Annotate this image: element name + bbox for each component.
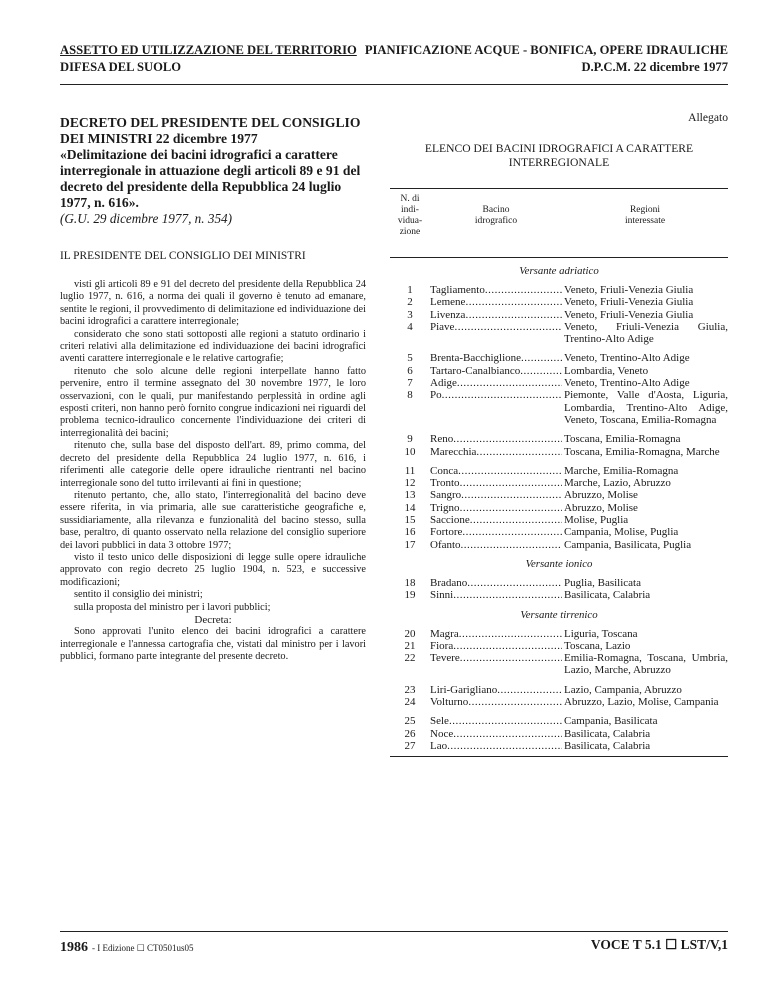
- basin-name: Bradano: [430, 576, 468, 589]
- basin-name: Tartaro-Canalbianco: [430, 364, 521, 377]
- basin-name: Saccione: [430, 514, 470, 527]
- leader-dots: [485, 284, 562, 296]
- decree-title-line1: DECRETO DEL PRESIDENTE DEL CONSIGLIO DEI MINISTRI 22 dicembre 1977: [60, 115, 361, 146]
- basin-number: 9: [407, 433, 413, 446]
- leader-dots: [497, 684, 562, 696]
- gazette-reference: (G.U. 29 dicembre 1977, n. 354): [60, 211, 233, 226]
- basin-cell: [430, 446, 562, 458]
- basin-number: 10: [404, 445, 416, 458]
- basin-number: 22: [404, 652, 416, 665]
- basin-number: 21: [404, 639, 416, 652]
- basin-cell: [430, 589, 562, 601]
- table-row: [390, 309, 728, 321]
- basin-cell: [430, 377, 562, 389]
- header-topic: PIANIFICAZIONE ACQUE - BONIFICA, OPERE IDRAULICHE: [364, 43, 728, 57]
- basin-name: Adige: [430, 377, 457, 390]
- decree-paragraph: considerato che sono stati sottoposti alle regioni a statuto ordinario i criteri relativi alla delimitazione ed individuazione dei bacini idrografici aventi carattere interregionale e le relative cartografie;: [60, 328, 366, 365]
- versante-heading: Versante tirrenico: [520, 608, 598, 621]
- column-header-number: N. di indi- vidua- zione: [397, 194, 423, 237]
- basin-regions: Basilicata, Calabria: [564, 589, 651, 602]
- leader-dots: [460, 502, 562, 514]
- table-row: [390, 715, 728, 727]
- basin-name: Sangro: [430, 489, 462, 502]
- annex-label: Allegato: [688, 111, 728, 124]
- leader-dots: [454, 321, 562, 346]
- table-row: [390, 352, 728, 364]
- table-row: [390, 526, 728, 538]
- leader-dots: [465, 296, 562, 308]
- basin-regions: Veneto, Friuli-Venezia Giulia: [564, 296, 694, 309]
- basin-cell: [430, 502, 562, 514]
- decree-paragraph: ritenuto che solo alcune delle regioni interpellate hanno fatto pervenire, entro il termine assegnato del 30 novembre 1977, le loro osservazioni, con le quali, pur manifestando perplessità in ordine agli esposti criteri, non hanno però fornito congrue indicazioni nei riguardi del problema tecnico-idraulico concernente l'individuazione dei criteri di interregionalità dei bacini;: [60, 365, 366, 439]
- basin-name: Fiora: [430, 639, 454, 652]
- basin-regions: Veneto, Friuli-Venezia Giulia: [564, 308, 694, 321]
- basin-cell: [430, 628, 562, 640]
- table-row: [390, 477, 728, 489]
- basin-cell: [430, 684, 562, 696]
- basin-name: Lemene: [430, 296, 466, 309]
- basin-regions: Campania, Basilicata, Puglia: [564, 538, 692, 551]
- basin-number: 25: [404, 715, 416, 728]
- basin-number: 24: [404, 696, 416, 709]
- basin-name: Conca: [430, 464, 459, 477]
- decreta-heading: Decreta:: [194, 613, 232, 626]
- leader-dots: [453, 728, 562, 740]
- table-row: [390, 377, 728, 389]
- basin-number: 15: [404, 514, 416, 527]
- basin-cell: [430, 740, 562, 752]
- table-row: [390, 284, 728, 296]
- basin-regions: Abruzzo, Molise: [564, 501, 638, 514]
- leader-dots: [468, 696, 562, 708]
- leader-dots: [459, 628, 562, 640]
- basin-cell: [430, 433, 562, 445]
- table-row: [390, 589, 728, 601]
- decree-issuer: IL PRESIDENTE DEL CONSIGLIO DEI MINISTRI: [60, 250, 306, 262]
- leader-dots: [520, 365, 562, 377]
- basin-regions: Emilia-Romagna, Toscana, Umbria, Lazio, Marche, Abruzzo: [564, 652, 728, 677]
- basin-number: 18: [404, 576, 416, 589]
- basin-name: Lao: [430, 739, 448, 752]
- leader-dots: [521, 352, 562, 364]
- basin-regions: Campania, Basilicata: [564, 715, 658, 728]
- basin-name: Trigno: [430, 501, 460, 514]
- versante-heading: Versante ionico: [525, 557, 593, 570]
- basin-regions: Veneto, Friuli-Venezia Giulia: [564, 284, 694, 296]
- leader-dots: [476, 446, 562, 458]
- column-header-basin: Bacino idrografico: [474, 205, 518, 226]
- decree-paragraph: sentito il consiglio dei ministri;: [74, 589, 203, 601]
- basin-cell: [430, 284, 562, 296]
- basin-regions: Lazio, Campania, Abruzzo: [564, 683, 682, 696]
- table-row: [390, 652, 728, 677]
- table-end-rule: [390, 756, 728, 757]
- leader-dots: [453, 433, 562, 445]
- basin-name: Marecchia: [430, 445, 477, 458]
- basin-cell: [430, 309, 562, 321]
- basin-regions: Abruzzo, Molise: [564, 489, 638, 502]
- decree-paragraph: sulla proposta del ministro per i lavori pubblici;: [74, 601, 271, 613]
- basin-number: 16: [404, 526, 416, 539]
- group-gap: [390, 458, 728, 465]
- basin-regions: Toscana, Lazio: [564, 639, 631, 652]
- basin-name: Tagliamento: [430, 284, 485, 296]
- table-row: [390, 684, 728, 696]
- basin-regions: Lombardia, Veneto: [564, 364, 649, 377]
- basin-regions: Liguria, Toscana: [564, 627, 638, 640]
- table-row: [390, 539, 728, 551]
- basin-number: 7: [407, 377, 413, 390]
- header-left: [60, 42, 357, 76]
- table-row: [390, 489, 728, 501]
- basin-name: Sele: [430, 715, 449, 728]
- table-row: [390, 296, 728, 308]
- basin-number: 14: [404, 501, 416, 514]
- basin-name: Tevere: [430, 652, 460, 665]
- basin-cell: [430, 489, 562, 501]
- basin-name: Po: [430, 389, 442, 402]
- decree-paragraph: visto il testo unico delle disposizioni di legge sulle opere idrauliche approvato con regio decreto 25 luglio 1904, n. 523, e successive modificazioni;: [60, 551, 366, 588]
- basin-regions: Basilicata, Calabria: [564, 727, 651, 740]
- basin-number: 26: [404, 727, 416, 740]
- basin-regions: Veneto, Trentino-Alto Adige: [564, 352, 690, 365]
- annex-title: ELENCO DEI BACINI IDROGRAFICI A CARATTERE INTERREGIONALE: [424, 142, 694, 169]
- basin-number: 4: [407, 320, 413, 333]
- basin-number: 8: [407, 389, 413, 402]
- decree-paragraph: ritenuto pertanto, che, allo stato, l'interregionalità del bacino deve essere riferita, in via primaria, alle sue caratteristiche geografiche e, sussidiariamente, alla rilevanza e funzionalità del bacino stesso, sulla base, peraltro, di quanto osservato nella relazione del consiglio superiore dei lavori pubblici in data 3 ottobre 1977;: [60, 489, 366, 551]
- table-row: [390, 446, 728, 458]
- table-row: [390, 365, 728, 377]
- table-row: [390, 514, 728, 526]
- basin-regions: Molise, Puglia: [564, 514, 629, 527]
- edition-code: - I Edizione ☐ CT0501us05: [92, 943, 194, 953]
- decree-column: [60, 115, 366, 664]
- footer-left: [60, 938, 194, 956]
- leader-dots: [453, 589, 562, 601]
- basin-name: Liri-Garigliano: [430, 683, 498, 696]
- basin-regions: Basilicata, Calabria: [564, 739, 651, 752]
- basin-cell: [430, 352, 562, 364]
- table-row: [390, 465, 728, 477]
- basin-number: 2: [407, 296, 413, 309]
- basin-number: 3: [407, 308, 413, 321]
- table-row: [390, 696, 728, 708]
- basin-cell: [430, 652, 562, 677]
- basin-regions: Toscana, Emilia-Romagna: [564, 433, 681, 446]
- basin-regions: Veneto, Trentino-Alto Adige: [564, 377, 690, 390]
- versante-heading: Versante adriatico: [519, 265, 599, 277]
- voce-reference: VOCE T 5.1 ☐ LST/V,1: [590, 937, 728, 952]
- table-row: [390, 628, 728, 640]
- group-gap: [390, 708, 728, 715]
- page-footer: [60, 931, 728, 955]
- basin-name: Tronto: [430, 477, 460, 490]
- basin-number: 19: [404, 589, 416, 602]
- basin-regions: Piemonte, Valle d'Aosta, Liguria, Lombardia, Trentino-Alto Adige, Veneto, Toscana, Emilia-Romagna: [564, 389, 728, 426]
- header-decree-ref: D.P.C.M. 22 dicembre 1977: [581, 60, 728, 74]
- basin-number: 11: [404, 464, 416, 477]
- basin-cell: [430, 389, 562, 426]
- basin-name: Noce: [430, 727, 454, 740]
- basin-cell: [430, 477, 562, 489]
- basin-regions: Abruzzo, Lazio, Molise, Campania: [564, 696, 719, 709]
- basin-number: 12: [404, 477, 416, 490]
- decree-paragraph: ritenuto che, sulla base del disposto dell'art. 89, primo comma, del decreto del presidente della Repubblica 24 luglio 1977, n. 616, i riferimenti alle categorie delle opere idrauliche rientranti nel bacino interregionale sono del tutto irrilevanti ai fini in questione;: [60, 440, 366, 489]
- basin-cell: [430, 577, 562, 589]
- basin-cell: [430, 365, 562, 377]
- basin-number: 6: [407, 364, 413, 377]
- basin-number: 23: [404, 683, 416, 696]
- table-row: [390, 640, 728, 652]
- group-gap: [390, 426, 728, 433]
- basin-cell: [430, 728, 562, 740]
- leader-dots: [461, 489, 562, 501]
- basin-name: Piave: [430, 320, 455, 333]
- group-gap: [390, 345, 728, 352]
- basin-cell: [430, 514, 562, 526]
- leader-dots: [467, 577, 562, 589]
- header-section-subtitle: DIFESA DEL SUOLO: [60, 60, 182, 74]
- basin-regions: Campania, Molise, Puglia: [564, 526, 679, 539]
- basin-regions: Marche, Lazio, Abruzzo: [564, 477, 671, 490]
- basin-name: Magra: [430, 627, 459, 640]
- table-row: [390, 502, 728, 514]
- leader-dots: [457, 377, 562, 389]
- leader-dots: [453, 640, 562, 652]
- group-gap: [390, 677, 728, 684]
- basin-table: [390, 265, 728, 752]
- page-number: 1986: [60, 940, 88, 955]
- leader-dots: [449, 715, 562, 727]
- decree-paragraph: visti gli articoli 89 e 91 del decreto del presidente della Repubblica 24 luglio 1977, n. 616, a norma dei quali il governo è tenuto ad emanare, sentite le regioni, il provvedimento di delimitazione ed individuazione dei bacini idrografici a carattere interregionale;: [60, 279, 366, 328]
- basin-regions: Marche, Emilia-Romagna: [564, 464, 679, 477]
- basin-name: Sinni: [430, 589, 454, 602]
- basin-cell: [430, 640, 562, 652]
- leader-dots: [460, 477, 562, 489]
- decree-body: [60, 279, 366, 664]
- table-row: [390, 433, 728, 445]
- table-row: [390, 728, 728, 740]
- page-header: [60, 42, 728, 85]
- decree-final-paragraph: Sono approvati l'unito elenco dei bacini idrografici a carattere interregionale e l'annessa cartografia che, vistati dal ministro per i lavori pubblici, formano parte integrante del presente decreto.: [60, 626, 366, 663]
- annex-column: [390, 111, 728, 757]
- table-row: [390, 321, 728, 346]
- table-header: [390, 188, 728, 258]
- basin-number: 1: [407, 284, 413, 296]
- basin-number: 17: [404, 538, 416, 551]
- leader-dots: [458, 465, 562, 477]
- table-row: [390, 740, 728, 752]
- basin-regions: Puglia, Basilicata: [564, 576, 641, 589]
- basin-name: Fortore: [430, 526, 463, 539]
- basin-name: Volturno: [430, 696, 469, 709]
- basin-number: 20: [404, 627, 416, 640]
- basin-cell: [430, 296, 562, 308]
- leader-dots: [470, 514, 562, 526]
- decree-title-line2: «Delimitazione dei bacini idrografici a carattere interregionale in attuazione degli articoli 89 e 91 del decreto del presidente della Repubblica 24 luglio 1977, n. 616».: [60, 147, 361, 210]
- basin-cell: [430, 526, 562, 538]
- basin-name: Livenza: [430, 308, 466, 321]
- column-header-regions: Regioni interessate: [624, 205, 666, 226]
- basin-number: 13: [404, 489, 416, 502]
- header-section-title: ASSETTO ED UTILIZZAZIONE DEL TERRITORIO: [60, 43, 357, 57]
- basin-name: Brenta-Bacchiglione: [430, 352, 522, 365]
- basin-regions: Toscana, Emilia-Romagna, Marche: [564, 445, 720, 458]
- leader-dots: [442, 389, 562, 426]
- basin-name: Reno: [430, 433, 454, 446]
- leader-dots: [465, 309, 562, 321]
- basin-regions: Veneto, Friuli-Venezia Giulia, Trentino-Alto Adige: [564, 320, 728, 346]
- table-row: [390, 389, 728, 426]
- basin-cell: [430, 715, 562, 727]
- leader-dots: [462, 526, 562, 538]
- basin-number: 27: [404, 739, 416, 752]
- basin-number: 5: [407, 352, 413, 365]
- basin-name: Ofanto: [430, 538, 461, 551]
- header-right: [365, 42, 728, 76]
- leader-dots: [461, 539, 562, 551]
- table-row: [390, 577, 728, 589]
- basin-cell: [430, 321, 562, 346]
- basin-cell: [430, 696, 562, 708]
- decree-title: [60, 115, 366, 211]
- basin-cell: [430, 465, 562, 477]
- basin-cell: [430, 539, 562, 551]
- leader-dots: [460, 652, 562, 677]
- leader-dots: [447, 740, 562, 752]
